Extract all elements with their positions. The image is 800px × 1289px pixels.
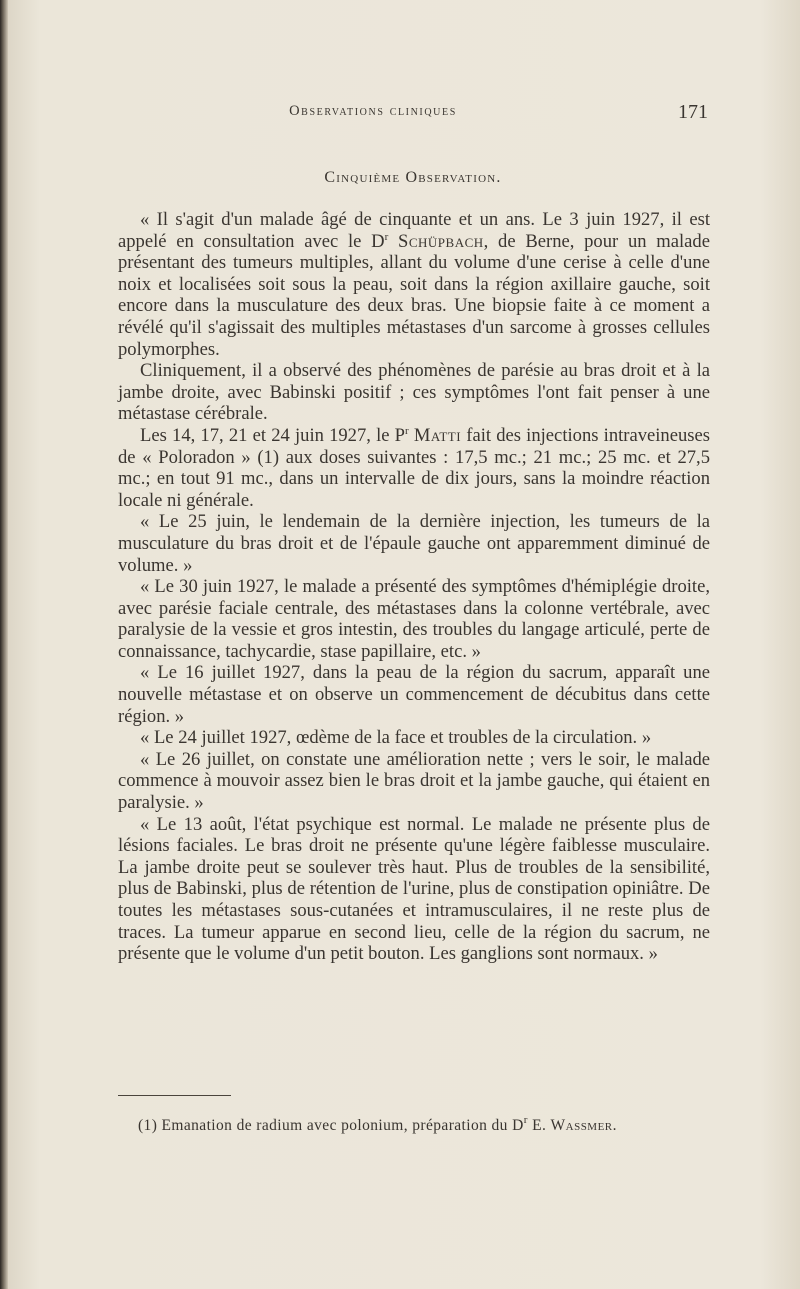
- body-text: [118, 209, 710, 965]
- running-head: [118, 101, 708, 125]
- paragraph-9: « Le 13 août, l'état psychique est normal. Le malade ne présente plus de lésions faciales. Le bras droit ne présente qu'une légère faiblesse musculaire. La jambe droite peut se soulever très haut. Plus de troubles de la sensibilité, plus de Babinski, plus de rétention de l'urine, plus de constipation opiniâtre. De toutes les métastases sous-cutanées et intramusculaires, il ne reste plus de traces. La tumeur apparue en second lieu, celle de la région du sacrum, ne présente que le volume d'un petit bouton. Les ganglions sont normaux. »: [118, 813, 710, 965]
- paragraph-1-text-b: , de Berne, pour un malade présentant des tumeurs multiples, allant du volume d'une cerise à celle d'une noix et localisées soit sous la peau, soit dans la région axillaire gauche, soit encore dans la musculature des deux bras. Une biopsie faite à ce moment a révélé qu'il s'agissait des multiples métastases d'un sarcome à grosses cellules polymorphes.: [118, 230, 710, 360]
- section-title: Cinquième Observation.: [324, 169, 502, 186]
- paragraph-3-text-b: fait des injections intraveineuses de « Poloradon » (1) aux doses suivantes : 17,5 mc.; 21 mc.; 25 mc. et 27,5 mc.; en tout 91 mc., dans un intervalle de dix jours, sans la moindre réaction locale ni générale.: [118, 424, 711, 511]
- paragraph-2: Cliniquement, il a observé des phénomènes de parésie au bras droit et à la jambe droite, avec Babinski positif ; ces symptômes l'ont fait penser à une métastase cérébrale.: [118, 360, 710, 425]
- person-name: Matti: [413, 424, 462, 446]
- superscript: r: [523, 1114, 528, 1126]
- paragraph-1-text-a: « Il s'agit d'un malade âgé de cinquante et un ans. Le 3 juin 1927, il est appelé en consultation avec le D: [118, 209, 710, 252]
- footnote: [138, 1114, 718, 1135]
- person-name: Wassmer.: [550, 1117, 618, 1134]
- paragraph-5: « Le 30 juin 1927, le malade a présenté des symptômes d'hémiplégie droite, avec parésie faciale centrale, des métastases dans la colonne vertébrale, avec paralysie de la vessie et gros intestin, des troubles du langage articulé, perte de connaissance, tachycardie, stase papillaire, etc. »: [118, 576, 710, 662]
- superscript: r: [384, 230, 389, 243]
- footnote-text-b: E.: [527, 1117, 551, 1134]
- paragraph-1: [118, 209, 710, 360]
- page-number: 171: [678, 101, 708, 123]
- footnote-rule: [118, 1095, 231, 1096]
- paragraph-7: « Le 24 juillet 1927, œdème de la face et troubles de la circulation. »: [140, 727, 652, 749]
- paragraph-6: « Le 16 juillet 1927, dans la peau de la région du sacrum, apparaît une nouvelle métastase et on observe un commencement de décubitus dans cette région. »: [118, 662, 710, 727]
- paragraph-8: « Le 26 juillet, on constate une amélioration nette ; vers le soir, le malade commence à mouvoir assez bien le bras droit et la jambe gauche, qui étaient en paralysie. »: [118, 748, 710, 814]
- page-binding-edge: [0, 0, 8, 1289]
- footnote-text-a: (1) Emanation de radium avec polonium, préparation du D: [138, 1117, 524, 1134]
- paragraph-3-text-a: Les 14, 17, 21 et 24 juin 1927, le P: [140, 424, 406, 446]
- running-title: Observations cliniques: [289, 103, 457, 119]
- superscript: r: [405, 424, 409, 437]
- person-name: Schüpbach: [398, 230, 484, 252]
- paragraph-4: « Le 25 juin, le lendemain de la dernière injection, les tumeurs de la musculature du bras droit et de l'épaule gauche ont apparemment diminué de volume. »: [118, 511, 710, 576]
- paragraph-3: [118, 425, 710, 511]
